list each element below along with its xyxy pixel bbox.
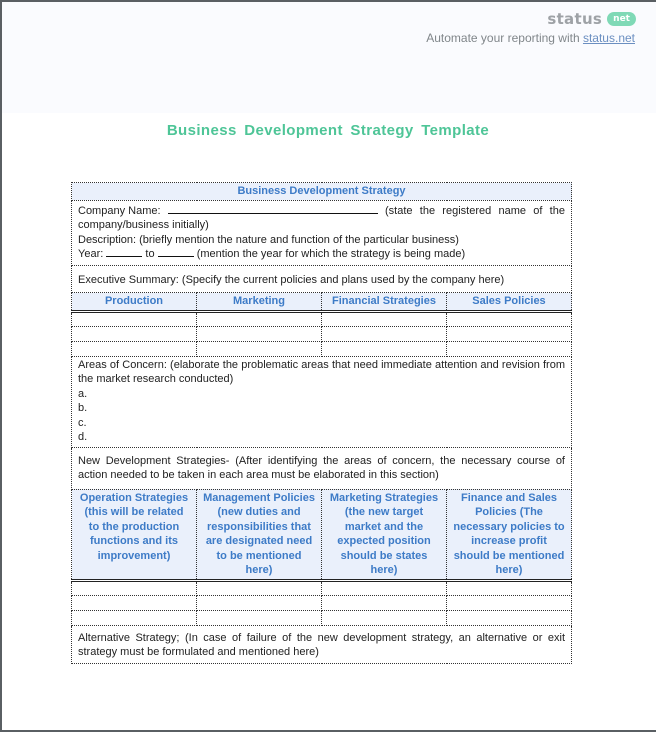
tagline-text: Automate your reporting with [426,31,583,45]
concern-item-c[interactable]: c. [78,416,87,429]
strategy-cell[interactable] [72,580,197,595]
strategy-cell[interactable] [322,595,447,610]
col-finance-sales-policies: Finance and Sales Policies (The necessary policies to increase profit should be mentioned here) [447,489,572,580]
summary-cell[interactable] [447,326,572,341]
tagline [426,31,635,45]
brand-pill: net [607,12,636,26]
summary-cell[interactable] [72,311,197,326]
col-sales-policies: Sales Policies [447,293,572,312]
company-name-label: Company Name: [78,204,161,217]
col-marketing: Marketing [197,293,322,312]
summary-row [72,326,572,341]
strategy-cell[interactable] [197,580,322,595]
strategy-row [72,580,572,595]
concern-item-d[interactable]: d. [78,431,88,443]
new-strategies-text: New Development Strategies- (After identifying the areas of concern, the necessary course of action needed to be taken in each area must be elaborated in this section) [72,447,572,489]
strategy-cell[interactable] [447,595,572,610]
summary-cell[interactable] [322,311,447,326]
concern-item-b[interactable]: b. [78,402,88,414]
summary-cell[interactable] [322,326,447,341]
strategy-cell[interactable] [447,610,572,625]
strategy-cell[interactable] [322,610,447,625]
summary-cell[interactable] [197,341,322,356]
col-marketing-strategies: Marketing Strategies (the new target market and the expected position should be states here) [322,489,447,580]
company-name-hint-1: (state [385,204,413,217]
col-production: Production [72,293,197,312]
col-operation-strategies: Operation Strategies (this will be related to the production functions and its improvement) [72,489,197,580]
strategy-cell[interactable] [72,595,197,610]
alternative-strategy-text[interactable]: Alternative Strategy; (In case of failure of the new development strategy, an alternative or exit strategy must be formulated and mentioned here) [72,625,572,663]
description-line: Description: (briefly mention the nature and function of the particular business) [78,233,459,246]
company-name-hint-5: of [533,204,543,217]
company-name-hint-cont: company/business initially) [78,219,209,231]
company-name-blank[interactable] [168,204,378,214]
executive-summary: Executive Summary: (Specify the current policies and plans used by the company here) [72,265,572,293]
strategy-cell[interactable] [197,610,322,625]
brand-logo[interactable] [547,10,636,28]
col-financial-strategies: Financial Strategies [322,293,447,312]
summary-cell[interactable] [72,326,197,341]
strategy-cell[interactable] [72,610,197,625]
strategy-table [71,182,572,664]
summary-cell[interactable] [447,341,572,356]
company-name-hint-4: name [498,204,526,217]
strategy-row [72,595,572,610]
company-name-hint-3: registered [442,204,492,217]
document-title: Business Development Strategy Template [166,122,490,139]
summary-row [72,341,572,356]
strategy-cell[interactable] [447,580,572,595]
summary-cell[interactable] [197,311,322,326]
tagline-link[interactable]: status.net [582,31,635,45]
company-name-hint-6: the [549,204,565,217]
year-line: Year: to (mention the year for which the strategy is being made) [78,248,466,260]
summary-row [72,311,572,326]
summary-cell[interactable] [197,326,322,341]
summary-cell[interactable] [447,311,572,326]
summary-cell[interactable] [322,341,447,356]
strategy-cell[interactable] [322,580,447,595]
section-header: Business Development Strategy [72,183,572,201]
year-start-blank[interactable] [106,247,142,257]
areas-of-concern-text: Areas of Concern: (elaborate the problematic areas that need immediate attention and revision from the market research conducted) [78,358,565,385]
areas-of-concern-cell[interactable] [72,356,572,447]
concern-item-a[interactable]: a. [78,387,88,400]
company-name-hint-2: the [419,204,436,217]
summary-cell[interactable] [72,341,197,356]
col-management-policies: Management Policies (new duties and responsibilities that are designated need to be mentioned here) [197,489,322,580]
strategy-row [72,610,572,625]
company-info-cell[interactable] [72,200,572,265]
year-end-blank[interactable] [158,247,194,257]
strategy-cell[interactable] [197,595,322,610]
brand-word: status [547,10,603,28]
